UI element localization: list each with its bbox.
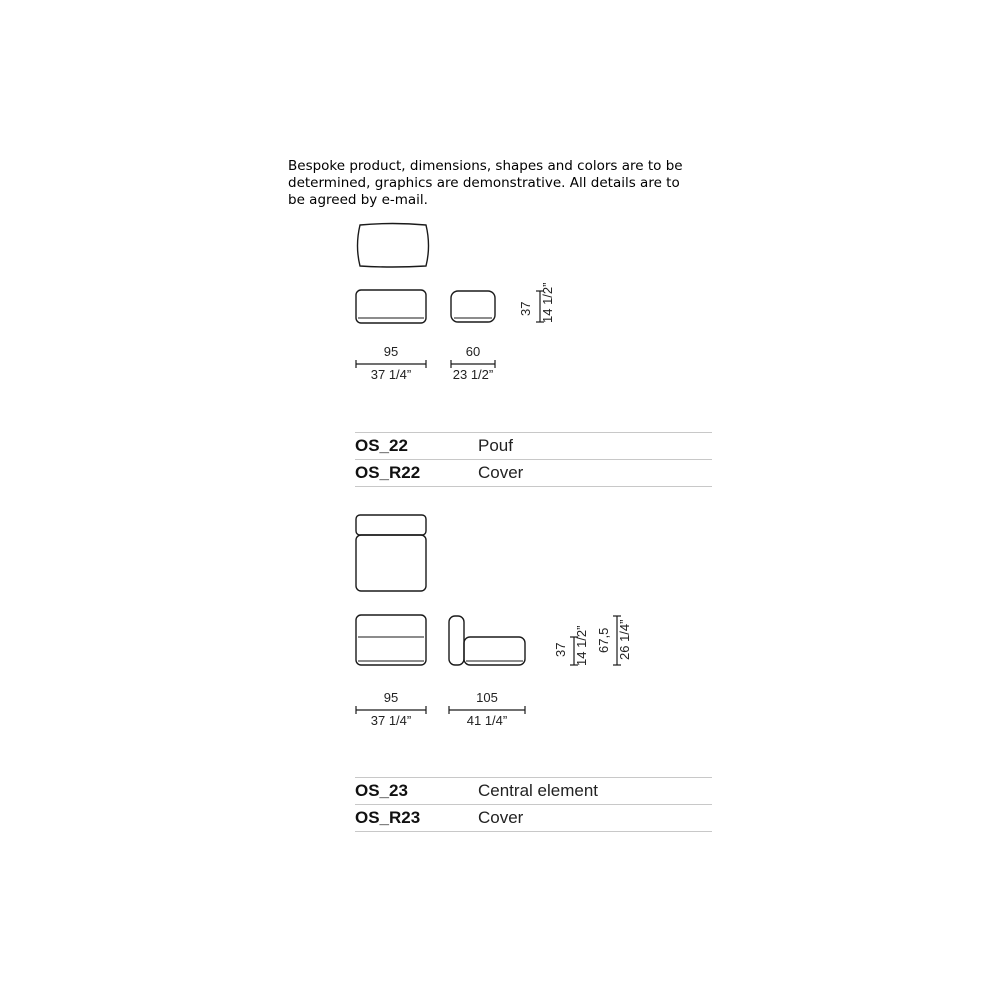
central-width-in: 37 1/4” bbox=[370, 713, 412, 728]
pouf-height-in: 14 1/2” bbox=[540, 282, 555, 323]
product-description: Cover bbox=[478, 808, 524, 827]
central-back-height-cm: 67,5 bbox=[596, 627, 611, 653]
disclaimer-line: determined, graphics are demonstrative. All details are to bbox=[288, 175, 680, 191]
central-depth-cm: 105 bbox=[476, 690, 498, 705]
disclaimer-line: Bespoke product, dimensions, shapes and colors are to be bbox=[288, 158, 683, 174]
central-front-view bbox=[356, 615, 426, 665]
product-description: Central element bbox=[478, 781, 599, 800]
product-code: OS_23 bbox=[355, 781, 408, 800]
central-depth-in: 41 1/4” bbox=[466, 713, 508, 728]
spec-row-os22 bbox=[355, 432, 712, 459]
product-code: OS_R23 bbox=[355, 808, 421, 827]
pouf-top-view bbox=[358, 224, 429, 268]
product-description: Cover bbox=[478, 463, 524, 482]
spec-row-os23 bbox=[355, 777, 712, 804]
central-back-height-in: 26 1/4” bbox=[617, 619, 632, 660]
product-code: OS_R22 bbox=[355, 463, 421, 482]
pouf-width-in: 37 1/4” bbox=[370, 367, 412, 382]
central-back-top-view bbox=[356, 515, 426, 535]
central-seat-top-view bbox=[356, 535, 426, 591]
spec-row-osr22 bbox=[355, 459, 712, 487]
pouf-height-cm: 37 bbox=[518, 301, 533, 316]
pouf-depth-cm: 60 bbox=[465, 344, 481, 359]
central-seat-height-in: 14 1/2” bbox=[574, 625, 589, 666]
spec-row-osr23 bbox=[355, 804, 712, 832]
pouf-width-cm: 95 bbox=[383, 344, 399, 359]
disclaimer-line: be agreed by e-mail. bbox=[288, 192, 428, 208]
product-description: Pouf bbox=[478, 436, 513, 455]
central-backrest-side-view bbox=[449, 616, 464, 665]
central-seat-height-cm: 37 bbox=[553, 642, 568, 657]
pouf-side-view bbox=[451, 291, 495, 322]
central-width-cm: 95 bbox=[383, 690, 399, 705]
product-code: OS_22 bbox=[355, 436, 408, 455]
pouf-depth-in: 23 1/2” bbox=[452, 367, 494, 382]
